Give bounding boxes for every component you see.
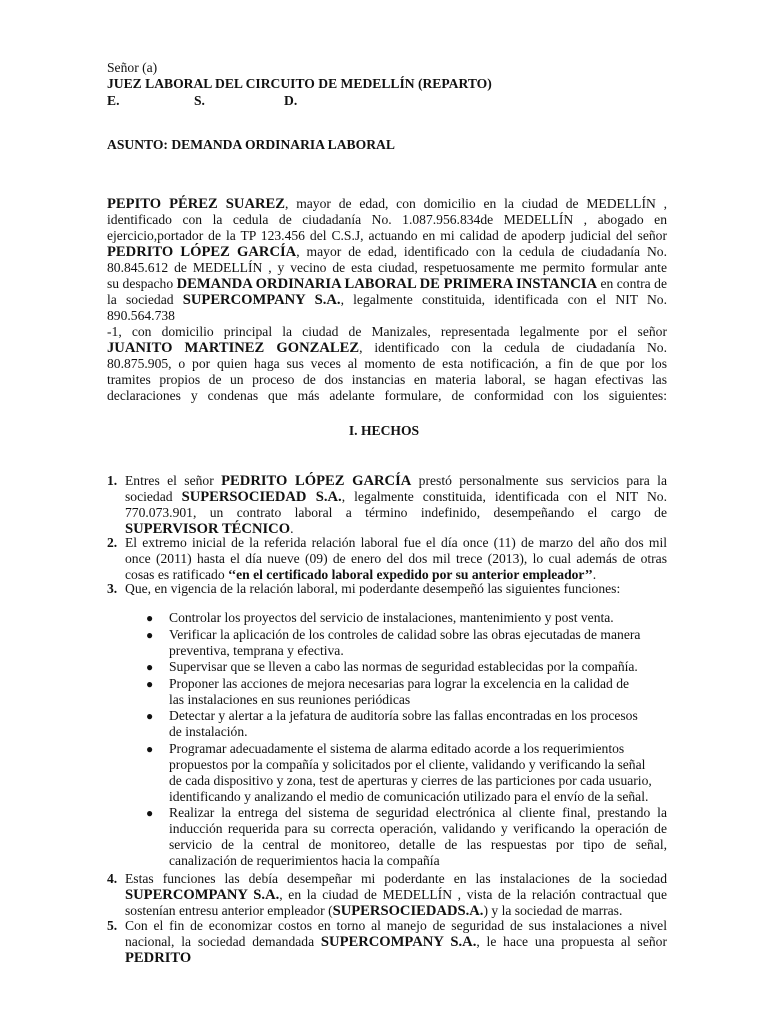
- function-item: de cada dispositivo y zona, test de aperturas y cierres de las particiones por cada usuario,: [169, 773, 652, 788]
- function-line: servicio de la central de monitoreo, detalle de las respuestas por tipo de señal,: [169, 837, 667, 852]
- bullet-icon: ●: [146, 628, 154, 642]
- esd-d: D.: [284, 93, 298, 108]
- function-item: [169, 805, 667, 869]
- certificate-quote: ‘‘en el certificado laboral expedido por su anterior empleador’’: [228, 567, 593, 582]
- hecho-text: , legalmente constituida, identificada con el NIT No.: [341, 489, 667, 504]
- hecho-text: , en la ciudad de MEDELLÍN , vista de la relación contractual que: [279, 887, 667, 902]
- client-name: PEDRITO: [125, 950, 192, 966]
- intro-text: , mayor de edad, con domicilio en la ciudad de MEDELLÍN ,: [285, 196, 667, 211]
- esd-s: S.: [194, 93, 205, 108]
- hecho-text: Con el fin de economizar costos en torno al manejo de seguridad de sus instalaciones a nivel: [125, 918, 667, 933]
- item-number: 4.: [107, 871, 118, 886]
- function-item: Verificar la aplicación de los controles de calidad sobre las obras ejecutadas de manera: [169, 627, 641, 642]
- intro-text: 80.875.905, o por quien haga sus veces al momento de esta notificación, a fin de que por los: [107, 356, 667, 371]
- item-number: 3.: [107, 581, 118, 596]
- job-title: SUPERVISOR TÉCNICO: [125, 521, 291, 537]
- bullet-icon: ●: [146, 806, 154, 820]
- intro-text: ejercicio,portador de la TP 123.456 del C.S.J, actuando en mi calidad de apoderp judicial del señor: [107, 228, 667, 243]
- function-item: Controlar los proyectos del servicio de instalaciones, mantenimiento y post venta.: [169, 610, 614, 625]
- client-name: PEDRITO LÓPEZ GARCÍA: [107, 244, 297, 260]
- bullet-icon: ●: [146, 742, 154, 756]
- company-name: SUPERCOMPANY S.A.: [182, 292, 341, 308]
- function-item: propuestos por la compañía y solicitados por el cliente, validando y verificando la señal: [169, 757, 646, 772]
- bullet-icon: ●: [146, 611, 154, 625]
- hecho-text: Estas funciones las debía desempeñar mi poderdante en las instalaciones de la sociedad: [125, 871, 667, 886]
- intro-paragraph: [107, 196, 667, 404]
- bullet-icon: ●: [146, 660, 154, 674]
- function-item: de instalación.: [169, 724, 248, 739]
- intro-text: declaraciones y condenas que más adelante formulare, de conformidad con los siguientes:: [107, 388, 667, 403]
- function-item: las instalaciones en sus reuniones periódicas: [169, 692, 411, 707]
- demand-type: DEMANDA ORDINARIA LABORAL DE PRIMERA INSTANCIA: [176, 276, 598, 292]
- hecho-text: nacional, la sociedad demandada: [125, 934, 321, 949]
- representative-name: JUANITO MARTINEZ GONZALEZ: [107, 340, 360, 356]
- client-name: PEDRITO LÓPEZ GARCÍA: [221, 473, 412, 489]
- intro-text: identificado con la cedula de ciudadanía No. 1.087.956.834de MEDELLÍN , abogado en: [107, 212, 667, 227]
- hecho-text: sociedad: [125, 489, 182, 504]
- hecho-text: cosas es ratificado: [125, 567, 229, 582]
- function-item: Proponer las acciones de mejora necesarias para lograr la excelencia en la calidad de: [169, 676, 630, 691]
- salutation: Señor (a): [107, 60, 158, 75]
- lawyer-name: PEPITO PÉREZ SUAREZ: [107, 196, 285, 212]
- bullet-icon: ●: [146, 709, 154, 723]
- asunto: ASUNTO: DEMANDA ORDINARIA LABORAL: [107, 137, 395, 152]
- function-item: identificando y analizando el medio de comunicación utilizado para el envío de la señal.: [169, 789, 649, 804]
- function-item: Programar adecuadamente el sistema de alarma editado acorde a los requerimientos: [169, 741, 625, 756]
- function-line: canalización de requerimientos hacia la compañía: [169, 853, 440, 868]
- section-title: I. HECHOS: [348, 423, 420, 438]
- hecho-text: ) y la sociedad de marras.: [483, 903, 623, 918]
- hecho-text: 770.073.901, un contrato laboral a término indefinido, desempeñando el cargo de: [125, 505, 667, 520]
- company-name: SUPERCOMPANY S.A.: [320, 934, 477, 950]
- company-name: SUPERCOMPANY S.A.: [125, 887, 280, 903]
- intro-text: , mayor de edad, identificado con la cedula de ciudadanía No.: [296, 244, 667, 259]
- function-item: preventiva, temprana y efectiva.: [169, 643, 344, 658]
- intro-text: 890.564.738: [107, 308, 175, 323]
- item-number: 5.: [107, 918, 118, 933]
- hecho-text: .: [592, 567, 597, 582]
- item-number: 1.: [107, 473, 118, 488]
- function-item: Supervisar que se lleven a cabo las normas de seguridad establecidas por la compañía.: [169, 659, 638, 674]
- intro-text: tramites propios de un proceso de dos instancias en materia laboral, se hagan efectivas las: [107, 372, 667, 387]
- function-line: Realizar la entrega del sistema de seguridad electrónica al cliente final, prestando la: [169, 805, 667, 820]
- hecho-2: [125, 535, 667, 583]
- hecho-text: El extremo inicial de la referida relación laboral fue el día once (11) de marzo del año dos mil: [125, 535, 667, 550]
- hecho-text: Entres el señor: [125, 473, 222, 488]
- intro-text: la sociedad: [107, 292, 183, 307]
- function-line: inducción requerida para su correcta operación, validando y verificando la operación de: [169, 821, 667, 836]
- hecho-text: prestó personalmente sus servicios para la: [411, 473, 667, 488]
- esd-e: E.: [107, 93, 120, 108]
- judge-title: JUEZ LABORAL DEL CIRCUITO DE MEDELLÍN (REPARTO): [107, 76, 492, 91]
- intro-text: en contra de: [597, 276, 668, 291]
- hecho-3: Que, en vigencia de la relación laboral, mi poderdante desempeñó las siguientes funciones:: [125, 581, 621, 596]
- function-item: Detectar y alertar a la jefatura de auditoría sobre las fallas encontradas en los procesos: [169, 708, 638, 723]
- intro-text: su despacho: [107, 276, 177, 291]
- intro-text: -1, con domicilio principal la ciudad de Manizales, representada legalmente por el señor: [107, 324, 667, 339]
- hecho-4: [125, 871, 667, 919]
- hecho-1: [125, 473, 667, 537]
- intro-text: , identificado con la cedula de ciudadanía No.: [359, 340, 667, 355]
- former-employer: SUPERSOCIEDAD S.A.: [181, 489, 342, 505]
- intro-text: , legalmente constituida, identificada con el NIT No.: [340, 292, 667, 307]
- hecho-text: .: [290, 521, 294, 536]
- hecho-text: once (2011) hasta el día nueve (09) de enero del dos mil trece (2013), lo cual además de otras: [125, 551, 667, 566]
- hecho-5: [125, 918, 667, 966]
- item-number: 2.: [107, 535, 118, 550]
- bullet-icon: ●: [146, 677, 154, 691]
- hecho-text: , le hace una propuesta al señor: [476, 934, 667, 949]
- hecho-text: sostenían entresu anterior empleador (: [125, 903, 333, 918]
- intro-text: 80.845.612 de MEDELLÍN , y vecino de esta ciudad, respetuosamente me permito formular ante: [107, 260, 667, 275]
- former-employer: SUPERSOCIEDADS.A.: [332, 903, 484, 919]
